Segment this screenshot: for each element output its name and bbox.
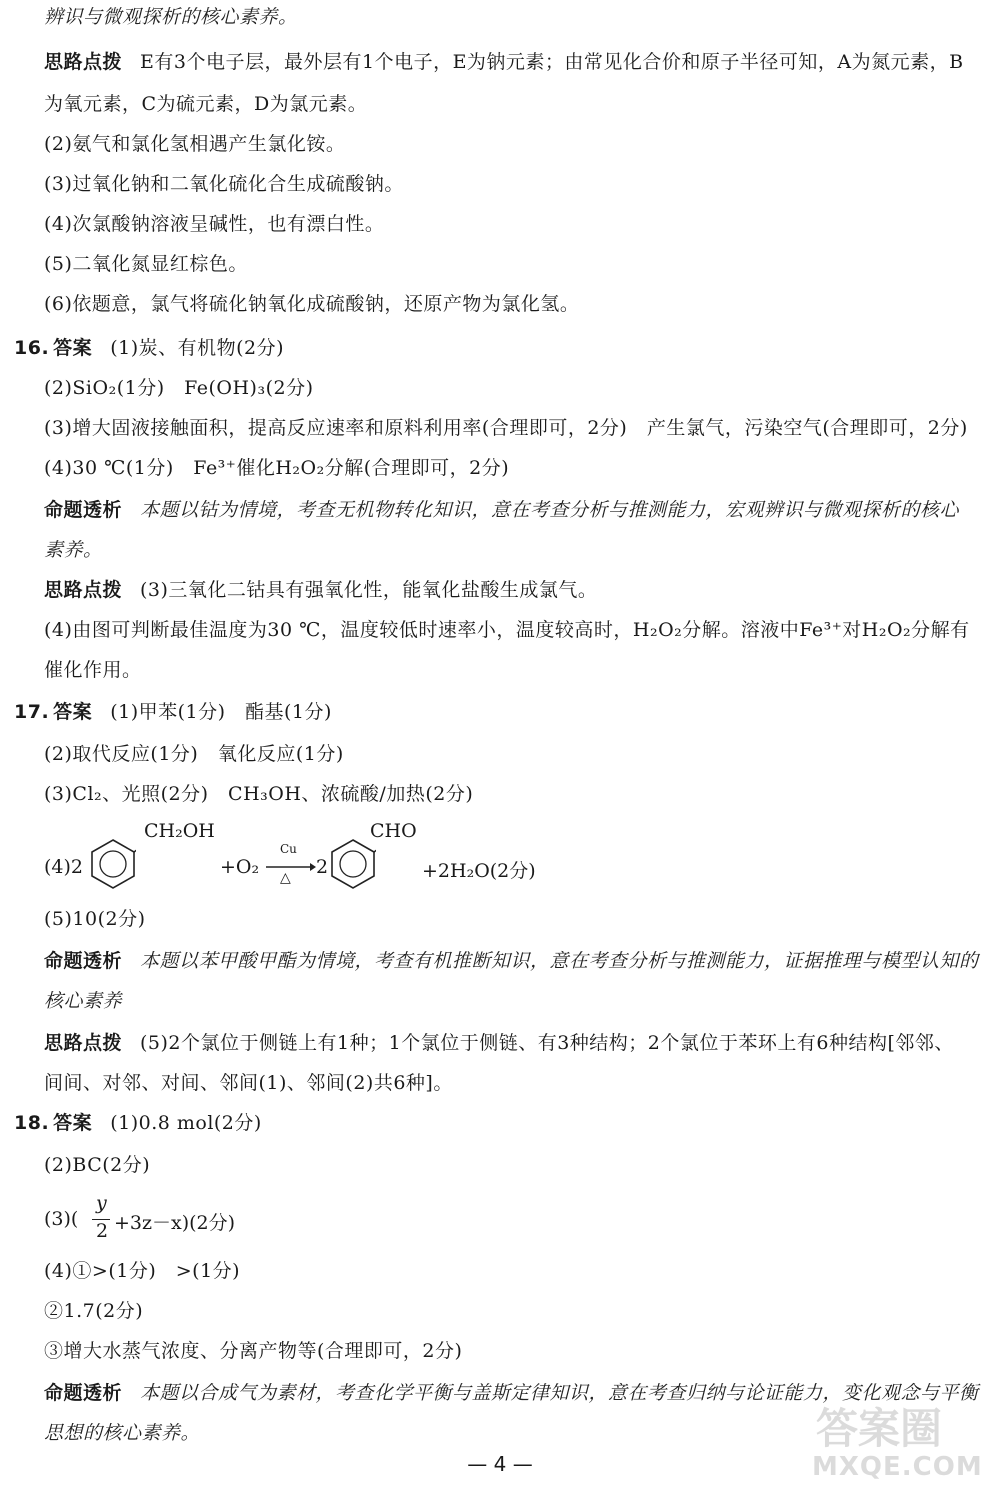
text-line <box>44 906 988 932</box>
text-line <box>44 617 988 643</box>
line-text: 为氧元素，C为硫元素，D为氯元素。 <box>44 93 368 115</box>
line-text: (2)取代反应(1分) 氧化反应(1分) <box>44 743 344 765</box>
line-text: (3)过氧化钠和二氧化硫化合生成硫酸钠。 <box>44 173 404 195</box>
line-text: (3)增大固液接触面积，提高反应速率和原料利用率(合理即可，2分) 产生氯气，污染空气(合理即可，2分) <box>44 417 968 439</box>
section-label: 答案 <box>53 1112 93 1134</box>
fraction-expression <box>44 1192 344 1244</box>
line-text: 本题以合成气为素材，考查化学平衡与盖斯定律知识，意在考查归纳与论证能力，变化观念与平衡 <box>140 1382 979 1404</box>
line-text: (2)BC(2分) <box>44 1154 151 1176</box>
text-line <box>44 988 988 1014</box>
text-line <box>44 211 988 237</box>
line-text: 辨识与微观探析的核心素养。 <box>44 6 298 28</box>
eq-condition: △ <box>280 870 291 886</box>
watermark-small: MXQE.COM <box>812 1452 983 1482</box>
line-text: 催化作用。 <box>44 659 142 681</box>
text-line <box>44 415 988 441</box>
text-line <box>44 781 988 807</box>
text-line <box>44 49 988 75</box>
text-line <box>44 537 988 563</box>
line-text: (1)炭、有机物(2分) <box>110 337 285 359</box>
text-line <box>44 1298 988 1324</box>
text-line <box>44 657 988 683</box>
text-line <box>44 251 988 277</box>
section-label: 思路点拨 <box>44 51 123 73</box>
text-line <box>14 699 988 725</box>
line-text: (5)2个氯位于侧链上有1种；1个氯位于侧链、有3种结构；2个氯位于苯环上有6种结构[邻邻、 <box>140 1032 954 1054</box>
text-line <box>44 291 988 317</box>
section-label: 答案 <box>53 337 93 359</box>
line-text: (4)由图可判断最佳温度为30 ℃，温度较低时速率小，温度较高时，H₂O₂分解。溶液中Fe³⁺对H₂O₂分解有 <box>44 619 970 641</box>
page-number: — 4 — <box>467 1452 533 1476</box>
text-line <box>44 4 988 30</box>
line-text: 本题以钴为情境，考查无机物转化知识，意在考查分析与推测能力，宏观辨识与微观探析的核心 <box>140 499 960 521</box>
line-text: (1)甲苯(1分) 酯基(1分) <box>110 701 332 723</box>
reactant-group: CH₂OH <box>144 820 215 842</box>
eq-catalyst: Cu <box>280 842 297 856</box>
eq-product-coef: 2 <box>316 856 329 878</box>
benzene-ring-icon <box>90 838 136 890</box>
reaction-equation <box>44 818 604 898</box>
frac-rest: +3z－x)(2分) <box>114 1212 236 1234</box>
reaction-arrow-icon <box>266 862 316 872</box>
question-number: 16. <box>14 337 50 359</box>
text-line <box>14 335 988 361</box>
line-text: (5)10(2分) <box>44 908 146 930</box>
line-text: (3)Cl₂、光照(2分) CH₃OH、浓硫酸/加热(2分) <box>44 783 474 805</box>
text-line <box>44 1030 988 1056</box>
text-line <box>44 1152 988 1178</box>
line-text: E有3个电子层，最外层有1个电子，E为钠元素；由常见化合价和原子半径可知，A为氮元素，B <box>140 51 964 73</box>
text-line <box>44 91 988 117</box>
line-text: (4)①>(1分) >(1分) <box>44 1260 241 1282</box>
text-line <box>14 1110 988 1136</box>
line-text: 间间、对邻、对间、邻间(1)、邻间(2)共6种]。 <box>44 1072 453 1094</box>
section-label: 命题透析 <box>44 950 123 972</box>
text-line <box>44 948 988 974</box>
line-text: (3)三氧化二钴具有强氧化性，能氧化盐酸生成氯气。 <box>140 579 598 601</box>
line-text: 本题以苯甲酸甲酯为情境，考查有机推断知识，意在考查分析与推测能力，证据推理与模型认知的 <box>140 950 979 972</box>
line-text: (2)氨气和氯化氢相遇产生氯化铵。 <box>44 133 346 155</box>
line-text: 思想的核心素养。 <box>44 1422 201 1444</box>
line-text: 素养。 <box>44 539 103 561</box>
line-text: ②1.7(2分) <box>44 1300 144 1322</box>
text-line <box>44 741 988 767</box>
line-text: ③增大水蒸气浓度、分离产物等(合理即可，2分) <box>44 1340 463 1362</box>
text-line <box>44 1338 988 1364</box>
line-text: 核心素养 <box>44 990 123 1012</box>
product-group: CHO <box>370 820 417 842</box>
eq-plus-o2: +O₂ <box>220 856 260 878</box>
text-line <box>44 171 988 197</box>
text-line <box>44 497 988 523</box>
frac-denominator: 2 <box>96 1220 109 1242</box>
line-text: (1)0.8 mol(2分) <box>110 1112 262 1134</box>
frac-prefix: (3)( <box>44 1208 79 1230</box>
frac-numerator: y <box>96 1192 107 1214</box>
watermark-big: 答案圈 <box>816 1404 943 1453</box>
eq-prefix: (4)2 <box>44 856 84 878</box>
eq-tail: +2H₂O(2分) <box>422 860 536 882</box>
benzene-ring-icon <box>330 838 376 890</box>
text-line <box>44 455 988 481</box>
line-text: (6)依题意，氯气将硫化钠氧化成硫酸钠，还原产物为氯化氢。 <box>44 293 580 315</box>
text-line <box>44 131 988 157</box>
text-line <box>44 375 988 401</box>
text-line <box>44 1070 988 1096</box>
section-label: 命题透析 <box>44 1382 123 1404</box>
text-line <box>44 577 988 603</box>
line-text: (4)30 ℃(1分) Fe³⁺催化H₂O₂分解(合理即可，2分) <box>44 457 510 479</box>
question-number: 18. <box>14 1112 50 1134</box>
line-text: (4)次氯酸钠溶液呈碱性，也有漂白性。 <box>44 213 385 235</box>
line-text: (2)SiO₂(1分) Fe(OH)₃(2分) <box>44 377 314 399</box>
question-number: 17. <box>14 701 50 723</box>
line-text: (5)二氧化氮显红棕色。 <box>44 253 248 275</box>
section-label: 思路点拨 <box>44 579 123 601</box>
section-label: 答案 <box>53 701 93 723</box>
section-label: 思路点拨 <box>44 1032 123 1054</box>
text-line <box>44 1258 988 1284</box>
watermark-logo <box>792 1396 992 1488</box>
section-label: 命题透析 <box>44 499 123 521</box>
